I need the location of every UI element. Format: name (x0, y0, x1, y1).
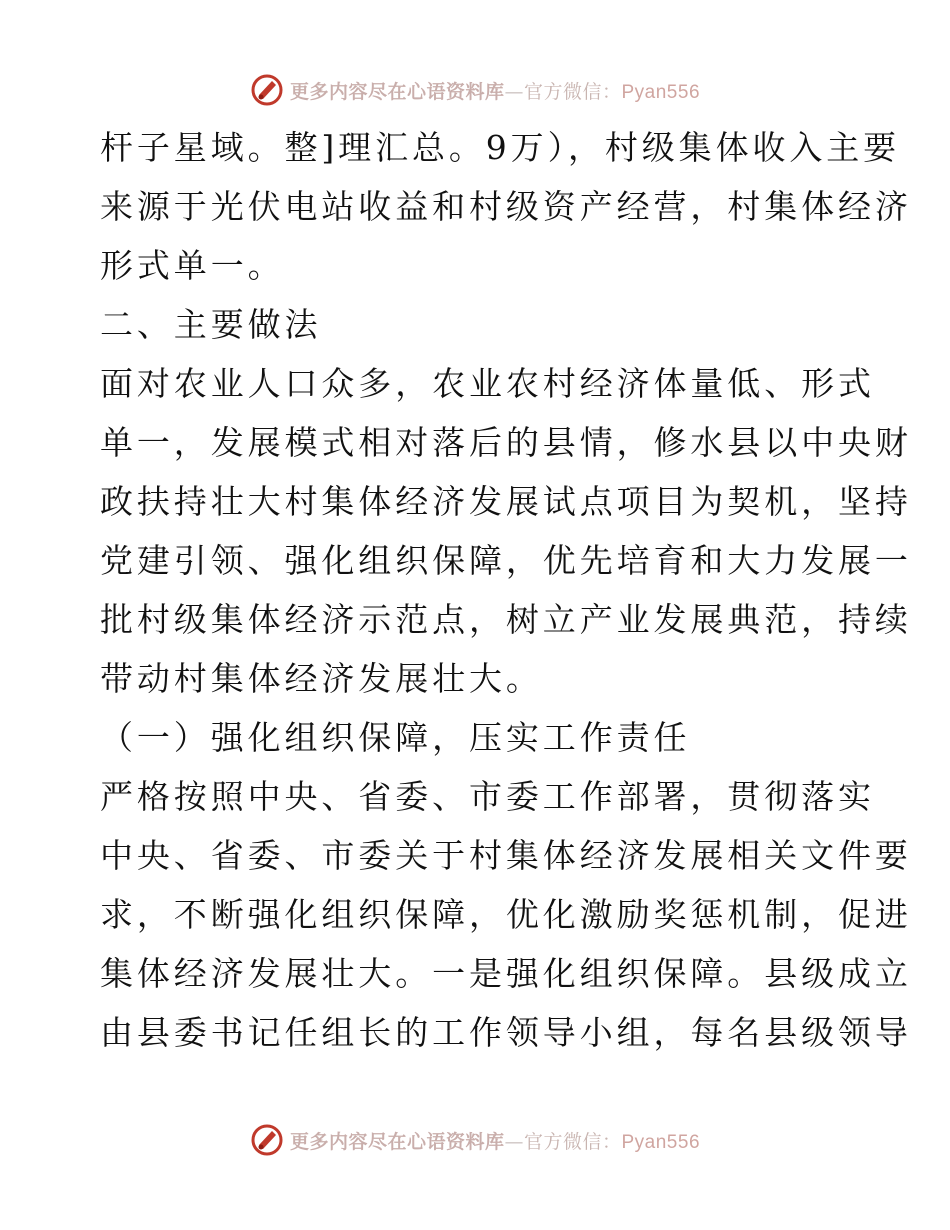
text-line: 严格按照中央、省委、市委工作部署，贯彻落实 (100, 777, 875, 816)
header-watermark (0, 70, 950, 110)
text-line: 形式单一。 (100, 246, 285, 285)
text-line: 面对农业人口众多，农业农村经济体量低、形式 (100, 364, 875, 403)
text-line: 党建引领、强化组织保障，优先培育和大力发展一 (100, 541, 912, 580)
text-line: 中央、省委、市委关于村集体经济发展相关文件要 (100, 836, 912, 875)
text-line: 批村级集体经济示范点，树立产业发展典范，持续 (100, 600, 912, 639)
text-line: 来源于光伏电站收益和村级资产经营，村集体经济 (100, 187, 912, 226)
brand-logo-icon (250, 1123, 284, 1157)
text-line: 由县委书记任组长的工作领导小组，每名县级领导 (100, 1013, 912, 1052)
watermark-text: 更多内容尽在心语资料库—官方微信：Pyan556 (289, 80, 701, 103)
text-line: 单一，发展模式相对落后的县情，修水县以中央财 (100, 423, 912, 462)
text-line: 政扶持壮大村集体经济发展试点项目为契机，坚持 (100, 482, 912, 521)
brand-logo-icon (250, 73, 284, 107)
subsection-heading: （一）强化组织保障，压实工作责任 (100, 718, 691, 757)
watermark-text: 更多内容尽在心语资料库—官方微信：Pyan556 (289, 1130, 701, 1153)
text-line: 带动村集体经济发展壮大。 (100, 659, 543, 698)
text-line: 杆子星域。整]理汇总。9万），村级集体收入主要 (100, 128, 901, 167)
text-line: 求，不断强化组织保障，优化激励奖惩机制，促进 (100, 895, 912, 934)
document-body (100, 118, 912, 1062)
section-heading: 二、主要做法 (100, 305, 322, 344)
text-line: 集体经济发展壮大。一是强化组织保障。县级成立 (100, 954, 912, 993)
footer-watermark (0, 1120, 950, 1160)
